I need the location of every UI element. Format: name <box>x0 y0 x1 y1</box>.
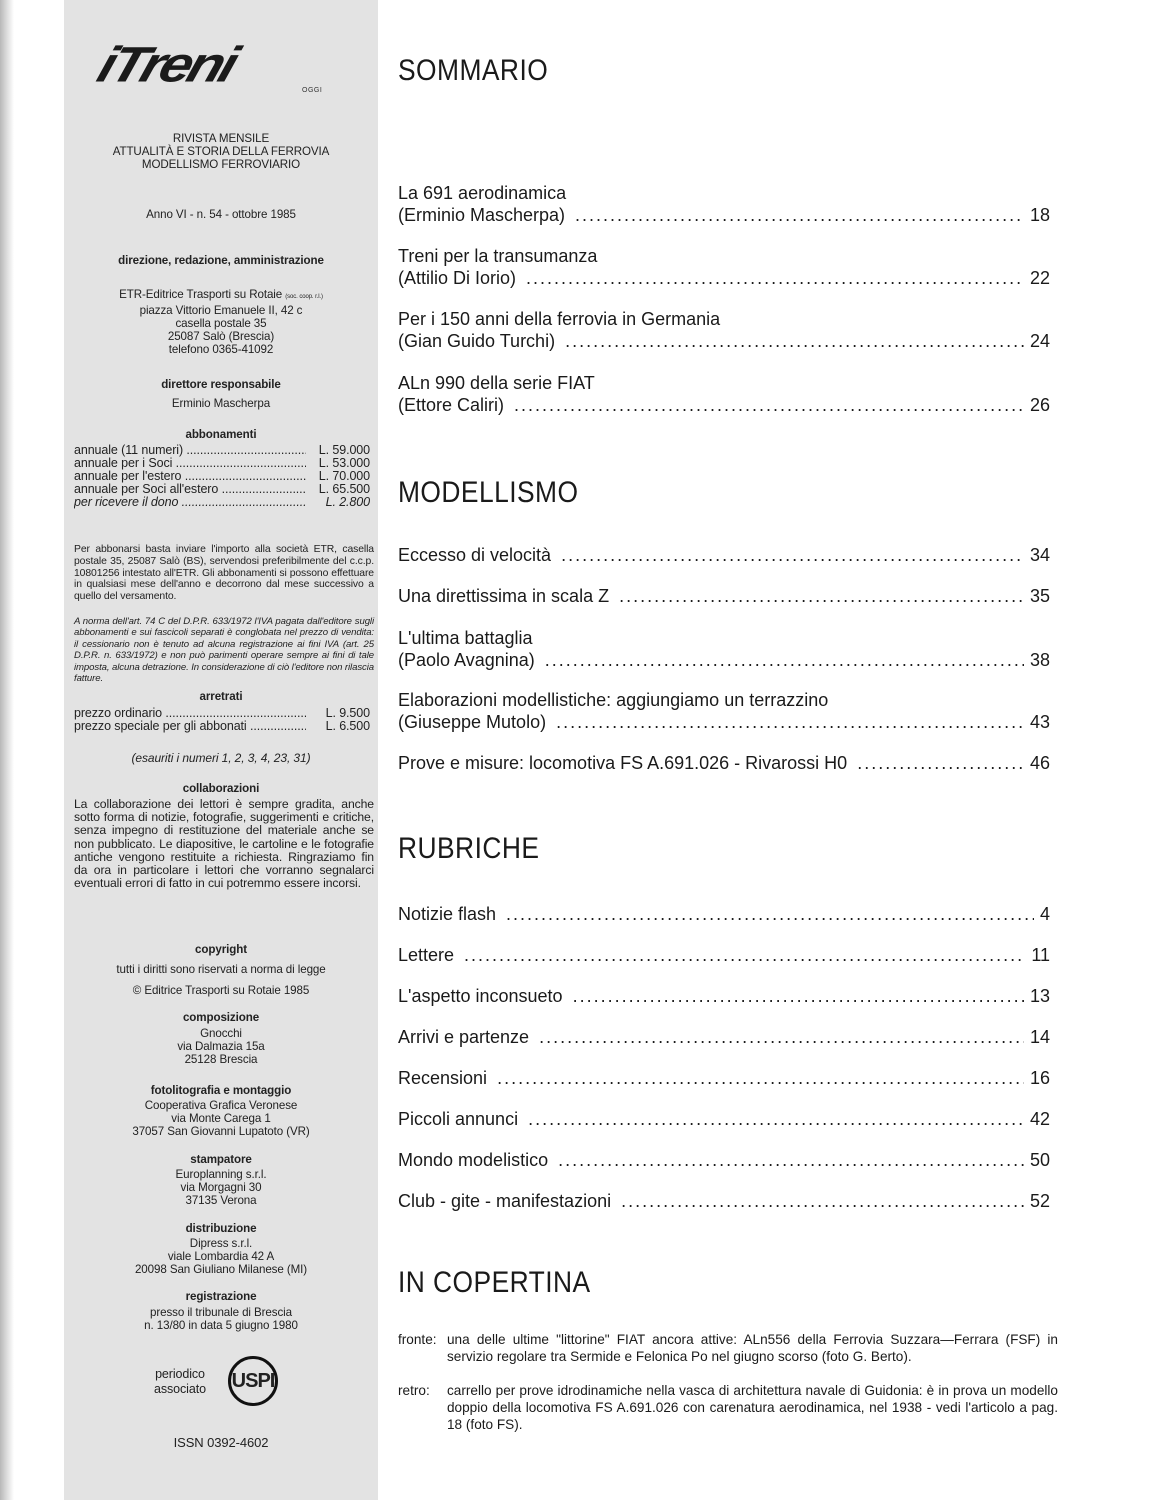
stampatore-line: 37135 Verona <box>185 1194 257 1207</box>
entry-title: ALn 990 della serie FIAT <box>398 373 595 393</box>
fotolito-block <box>64 1099 378 1138</box>
leader-dots <box>506 903 1034 925</box>
toc-entry[interactable] <box>398 308 1050 352</box>
modellismo-heading: MODELLISMO <box>398 476 579 509</box>
entry-author: (Erminio Mascherpa) <box>398 205 566 225</box>
stampatore-line: Europlanning s.r.l. <box>175 1168 267 1181</box>
entry-page: 11 <box>1031 945 1050 965</box>
distribuzione-block <box>64 1237 378 1276</box>
fotolito-line: Cooperativa Grafica Veronese <box>144 1099 298 1112</box>
periodico-associato <box>140 1367 220 1397</box>
direttore-heading: direttore responsabile <box>161 378 281 391</box>
stampatore-block <box>64 1168 378 1207</box>
toc-entry[interactable] <box>398 944 1050 966</box>
copyright-heading: copyright <box>195 943 247 956</box>
composizione-line: Gnocchi <box>200 1027 242 1040</box>
toc-entry[interactable] <box>398 1190 1050 1212</box>
entry-page: 38 <box>1029 650 1050 670</box>
fotolito-line: 37057 San Giovanni Lupatoto (VR) <box>132 1125 310 1138</box>
entry-page: 43 <box>1029 712 1050 732</box>
iva-note: A norma dell'art. 74 C del D.P.R. 633/1972 l'IVA pagata dall'editore sugli abbonamenti e sui fascicoli separati è conglobata nel prezzo di vendita: il cessionario non è tenuto ad alcuna registrazione ai fini IVA (art. 25 D.P.R. n. 633/1972) e non può parimenti operare sempre ai fini di tale imposta, alcuna detrazione. In considerazione di ciò l'editore non rilascia fatture. <box>74 616 374 685</box>
entry-title: La 691 aerodinamica <box>398 183 567 203</box>
periodico-line: associato <box>154 1382 206 1396</box>
table-of-contents <box>398 0 1058 1500</box>
price-value: L. 59.000 <box>318 443 370 457</box>
stampatore-heading: stampatore <box>190 1153 252 1166</box>
price-row <box>74 496 370 509</box>
entry-title: Treni per la transumanza <box>398 246 598 266</box>
price-label: annuale (11 numeri) ..... <box>74 444 306 457</box>
rubriche-heading: RUBRICHE <box>398 832 540 865</box>
composizione-line: via Dalmazia 15a <box>177 1040 265 1053</box>
fronte-label: fronte: <box>398 1332 437 1347</box>
abbonamenti-note: Per abbonarsi basta inviare l'importo alla società ETR, casella postale 35, 25087 Salò (BS), servendosi preferibilmente del c.c.p. 10801256 intestato all'ETR. Gli abbonamenti si possono effettuare in qualsiasi mese dell'anno e decorrono dal mese successivo a quello del versamento. <box>74 544 374 603</box>
colophon-column <box>64 0 378 1500</box>
toc-entry[interactable] <box>398 544 1050 566</box>
distribuzione-line: 20098 San Giuliano Milanese (MI) <box>134 1263 308 1276</box>
subtitle-line: MODELLISMO FERROVIARIO <box>141 158 301 171</box>
distribuzione-line: Dipress s.r.l. <box>189 1237 253 1250</box>
direzione-heading: direzione, redazione, amministrazione <box>118 254 324 267</box>
price-value: L. 65.500 <box>318 482 370 496</box>
publisher-label: ETR-Editrice Trasporti su Rotaie <box>119 288 283 301</box>
entry-title: Elaborazioni modellistiche: aggiungiamo un terrazzino <box>398 690 829 710</box>
direttore-name: Erminio Mascherpa <box>171 397 271 410</box>
entry-title: Notizie flash <box>398 904 497 924</box>
registrazione-line: presso il tribunale di Brescia <box>150 1306 292 1319</box>
entry-page: 22 <box>1029 268 1050 288</box>
entry-page: 35 <box>1029 586 1050 606</box>
address-line: casella postale 35 <box>175 317 267 330</box>
registrazione-heading: registrazione <box>185 1290 257 1303</box>
leader-dots <box>561 544 1024 566</box>
composizione-line: 25128 Brescia <box>184 1053 258 1066</box>
toc-entry[interactable] <box>398 1067 1050 1089</box>
leader-dots <box>545 649 1024 671</box>
magazine-logo <box>90 36 328 96</box>
registrazione-line: n. 13/80 in data 5 giugno 1980 <box>144 1319 298 1332</box>
price-value: L. 2.800 <box>325 495 370 509</box>
stampatore-line: via Morgagni 30 <box>180 1181 262 1194</box>
leader-dots <box>619 585 1024 607</box>
toc-entry[interactable] <box>398 752 1050 774</box>
entry-title: Club - gite - manifestazioni <box>398 1191 612 1211</box>
entry-title: Una direttissima in scala Z <box>398 586 610 606</box>
toc-entry[interactable] <box>398 372 1050 416</box>
leader-dots <box>558 1149 1024 1171</box>
leader-dots <box>565 330 1024 352</box>
periodico-line: periodico <box>155 1367 205 1381</box>
toc-entry[interactable] <box>398 245 1050 289</box>
toc-entry[interactable] <box>398 689 1050 733</box>
toc-entry[interactable] <box>398 627 1050 671</box>
entry-page: 34 <box>1029 545 1050 565</box>
entry-page: 24 <box>1029 331 1050 351</box>
toc-entry[interactable] <box>398 903 1050 925</box>
leader-dots <box>497 1067 1024 1089</box>
entry-page: 14 <box>1029 1027 1050 1047</box>
retro-text: carrello per prove idrodinamiche nella vasca di architettura navale di Guidonia: è in prova un modello doppio della locomotiva FS A.691.026 con carenatura aerodinamica, nel 1938 - vedi l'articolo a pag. 18 (foto FS). <box>447 1383 1058 1432</box>
copyright-line: tutti i diritti sono riservati a norma di legge <box>116 963 326 976</box>
entry-author: (Ettore Caliri) <box>398 395 505 415</box>
entry-title: Eccesso di velocità <box>398 545 552 565</box>
cover-retro <box>398 1382 1058 1436</box>
price-label: annuale per Soci all'estero ..... <box>74 483 306 496</box>
toc-entry[interactable] <box>398 1149 1050 1171</box>
magazine-subtitle <box>64 132 378 171</box>
page-edge-shadow <box>0 0 14 1500</box>
distribuzione-heading: distribuzione <box>185 1222 257 1235</box>
copyright-line: © Editrice Trasporti su Rotaie 1985 <box>132 984 310 997</box>
arretrati-heading: arretrati <box>199 690 243 703</box>
collaborazioni-heading: collaborazioni <box>182 782 260 795</box>
address-line: piazza Vittorio Emanuele II, 42 c <box>139 304 303 317</box>
leader-dots <box>573 985 1024 1007</box>
entry-title: Piccoli annunci <box>398 1109 519 1129</box>
leader-dots <box>556 711 1024 733</box>
entry-page: 50 <box>1029 1150 1050 1170</box>
entry-title: Recensioni <box>398 1068 488 1088</box>
entry-title: L'aspetto inconsueto <box>398 986 563 1006</box>
entry-title: Prove e misure: locomotiva FS A.691.026 - Rivarossi H0 <box>398 753 848 773</box>
entry-page: 42 <box>1029 1109 1050 1129</box>
price-value: L. 70.000 <box>318 469 370 483</box>
arretrati-table <box>74 707 370 733</box>
entry-page: 46 <box>1029 753 1050 773</box>
entry-page: 13 <box>1029 986 1050 1006</box>
esauriti-note: (esauriti i numeri 1, 2, 3, 4, 23, 31) <box>131 751 311 765</box>
toc-entry[interactable] <box>398 1108 1050 1130</box>
entry-title: L'ultima battaglia <box>398 628 533 648</box>
distribuzione-line: viale Lombardia 42 A <box>167 1250 275 1263</box>
composizione-block <box>64 1027 378 1066</box>
abbonamenti-heading: abbonamenti <box>185 428 257 441</box>
abbonamenti-table <box>74 444 370 509</box>
toc-entry[interactable] <box>398 1026 1050 1048</box>
entry-page: 18 <box>1029 205 1050 225</box>
fotolito-line: via Monte Carega 1 <box>171 1112 271 1125</box>
price-value: L. 53.000 <box>318 456 370 470</box>
publisher-note: (soc. coop. r.l.) <box>285 294 323 300</box>
entry-page: 26 <box>1029 395 1050 415</box>
cover-fronte <box>398 1331 1058 1367</box>
logo-suffix: OGGI <box>302 87 323 94</box>
logo-text: iTreni <box>90 36 242 93</box>
leader-dots <box>621 1190 1024 1212</box>
fotolito-heading: fotolitografia e montaggio <box>150 1084 292 1097</box>
issue-info: Anno VI - n. 54 - ottobre 1985 <box>146 208 296 221</box>
price-label: prezzo ordinario ..... <box>74 707 306 720</box>
entry-title: Arrivi e partenze <box>398 1027 530 1047</box>
price-row <box>74 720 370 733</box>
toc-entry[interactable] <box>398 985 1050 1007</box>
leader-dots <box>528 1108 1024 1130</box>
subtitle-line: RIVISTA MENSILE <box>172 132 270 145</box>
collaborazioni-text: La collaborazione dei lettori è sempre gradita, anche sotto forma di notizie, fotografie, suggerimenti e critiche, senza impegno di restituzione del materiale anche se non pubblicato. Le diapositive, le cartoline e le fotografie antiche vengono restituite a richiesta. Ringraziamo fin da ora in particolare i lettori che vorranno segnalarci eventuali errori di fatto in cui potremmo essere incorsi. <box>74 797 374 891</box>
price-value: L. 6.500 <box>325 719 370 733</box>
leader-dots <box>464 944 1025 966</box>
entry-author: (Attilio Di Iorio) <box>398 268 517 288</box>
leader-dots <box>857 752 1024 774</box>
entry-author: (Giuseppe Mutolo) <box>398 712 547 732</box>
copertina-heading: IN COPERTINA <box>398 1266 591 1299</box>
entry-title: Per i 150 anni della ferrovia in Germania <box>398 309 721 329</box>
leader-dots <box>575 204 1024 226</box>
issn: ISSN 0392-4602 <box>173 1435 269 1450</box>
toc-entry[interactable] <box>398 182 1050 226</box>
registrazione-block <box>64 1306 378 1332</box>
composizione-heading: composizione <box>182 1011 260 1024</box>
entry-page: 52 <box>1029 1191 1050 1211</box>
price-label: prezzo speciale per gli abbonati ..... <box>74 720 306 733</box>
subtitle-line: ATTUALITÀ E STORIA DELLA FERROVIA <box>112 145 330 158</box>
price-label: annuale per i Soci ..... <box>74 457 306 470</box>
leader-dots <box>539 1026 1024 1048</box>
retro-label: retro: <box>398 1383 430 1398</box>
sommario-heading: SOMMARIO <box>398 54 549 87</box>
entry-page: 4 <box>1039 904 1050 924</box>
publisher-block <box>64 288 378 356</box>
address-line: telefono 0365-41092 <box>168 343 274 356</box>
price-value: L. 9.500 <box>325 706 370 720</box>
price-label: per ricevere il dono ..... <box>74 496 306 509</box>
entry-title: Mondo modelistico <box>398 1150 549 1170</box>
address-line: 25087 Salò (Brescia) <box>167 330 275 343</box>
toc-entry[interactable] <box>398 585 1050 607</box>
entry-page: 16 <box>1029 1068 1050 1088</box>
price-label: annuale per l'estero ..... <box>74 470 306 483</box>
fronte-text: una delle ultime "littorine" FIAT ancora attive: ALn556 della Ferrovia Suzzara—Ferrara (FSF) in servizio regolare tra Sermide e Felonica Po nel giugno scorso (foto G. Berto). <box>447 1332 1058 1364</box>
entry-author: (Paolo Avagnina) <box>398 650 535 670</box>
publisher-name <box>64 288 378 304</box>
leader-dots <box>514 394 1024 416</box>
entry-author: (Gian Guido Turchi) <box>398 331 556 351</box>
leader-dots <box>526 267 1024 289</box>
uspi-logo: USPI <box>228 1356 278 1406</box>
entry-title: Lettere <box>398 945 455 965</box>
